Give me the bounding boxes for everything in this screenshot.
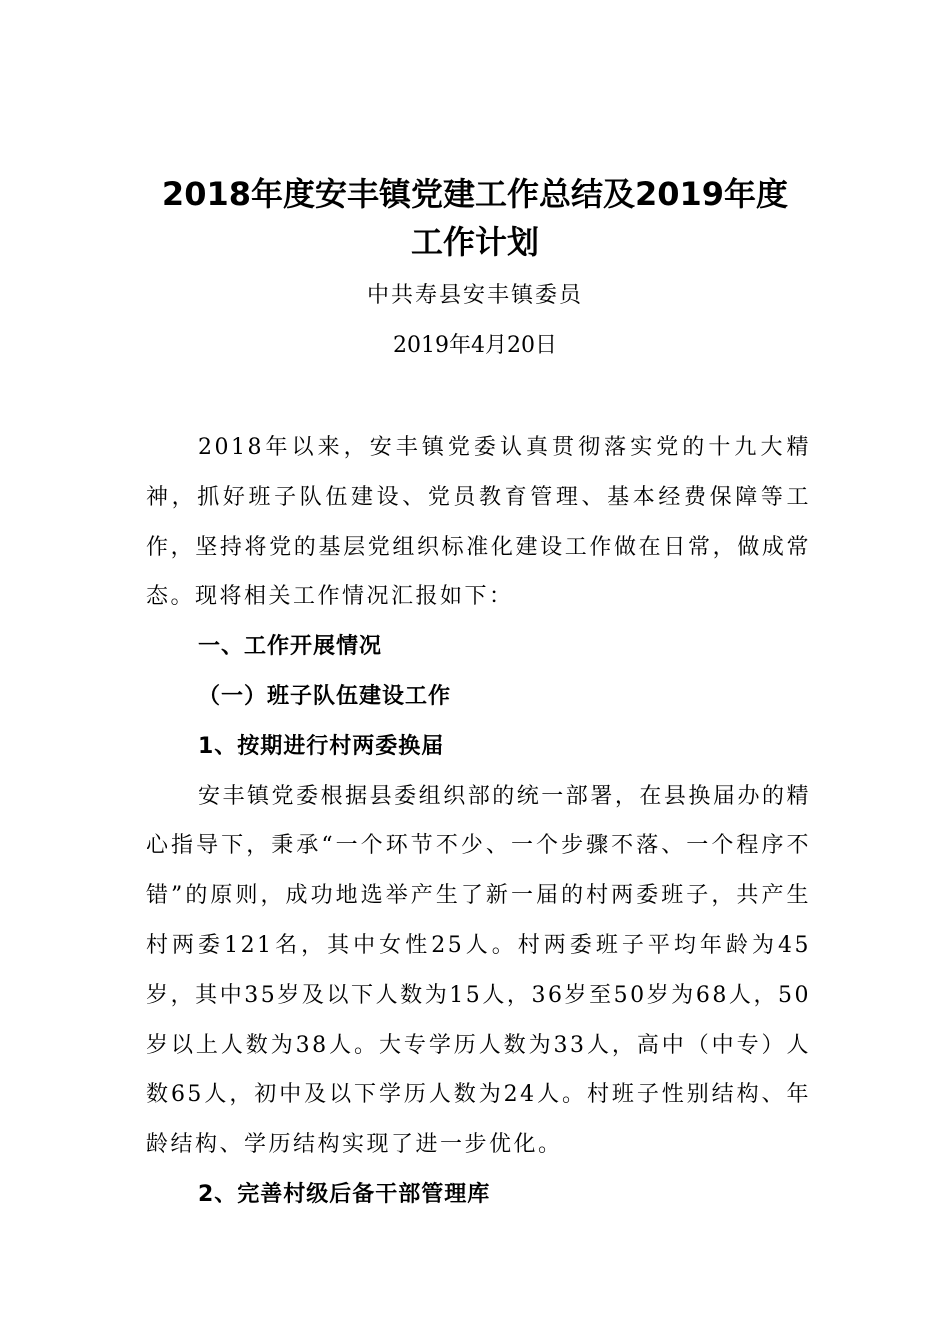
intro-paragraph: 2018年以来，安丰镇党委认真贯彻落实党的十九大精神，抓好班子队伍建设、党员教育管理、基本经费保障等工作，坚持将党的基层党组织标准化建设工作做在日常，做成常态。现将相关工作情况汇报如下： (146, 435, 811, 610)
date-line: 2019年4月20日 (393, 333, 557, 358)
item-heading-reserve-cadres: 2、完善村级后备干部管理库 (198, 1181, 491, 1207)
item-paragraph-village-election: 安丰镇党委根据县委组织部的统一部署，在县换届办的精心指导下，秉承“一个环节不少、一个步骤不落、一个程序不错”的原则，成功地选举产生了新一届的村两委班子，共产生村两委121名，其中女性25人。村两委班子平均年龄为45岁，其中35岁及以下人数为15人，36岁至50岁为68人，50岁以上人数为38人。大专学历人数为33人，高中（中专）人数65人，初中及以下学历人数为24人。村班子性别结构、年龄结构、学历结构实现了进一步优化。 (146, 783, 811, 1158)
item-heading-village-election: 1、按期进行村两委换届 (198, 733, 445, 759)
title-line-2: 工作计划 (410, 223, 539, 261)
document-body (146, 423, 811, 1220)
document-title (120, 170, 830, 266)
subsection-heading-team-building: （一）班子队伍建设工作 (198, 683, 452, 709)
author-line: 中共寿县安丰镇委员 (366, 283, 583, 308)
title-line-1: 2018年度安丰镇党建工作总结及2019年度 (161, 175, 789, 213)
section-heading-work-progress: 一、工作开展情况 (198, 634, 383, 660)
